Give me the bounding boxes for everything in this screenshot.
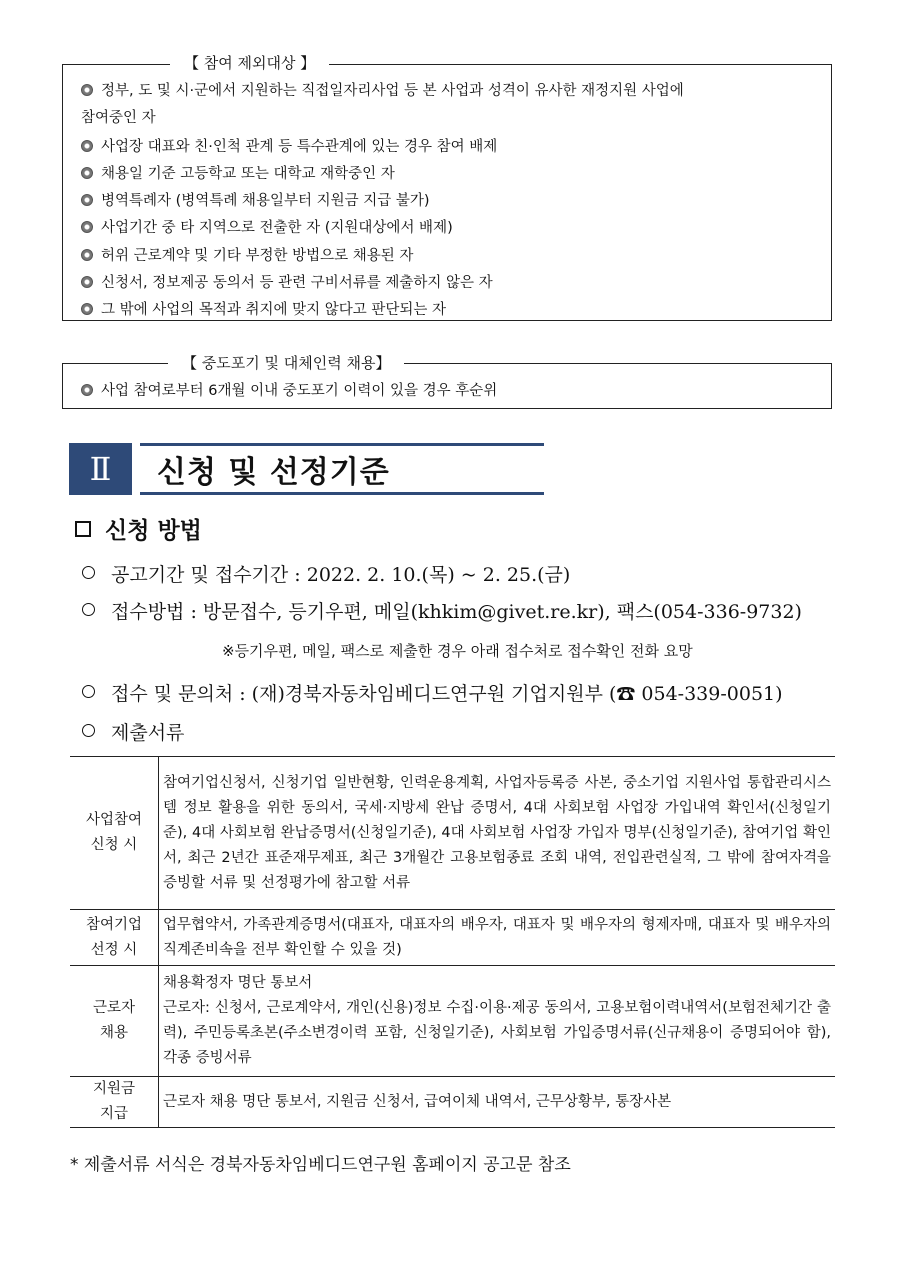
contact-line [82, 679, 783, 706]
exclusion-item [81, 273, 821, 293]
exclusion-item-text: 정부, 도 및 시·군에서 지원하는 직접일자리사업 등 본 사업과 성격이 유사한 재정지원 사업에 [101, 83, 684, 99]
table-row [70, 910, 835, 966]
exclusion-item-text: 허위 근로계약 및 기타 부정한 방법으로 채용된 자 [101, 248, 414, 264]
row-label: 근로자 채용 [70, 966, 159, 1077]
receipt-text: 접수방법 : 방문접수, 등기우편, 메일(khkim@givet.re.kr), 팩스(054-336-9732) [111, 601, 802, 623]
period-text: 공고기간 및 접수기간 : 2022. 2. 10.(목) ~ 2. 25.(금) [111, 564, 571, 586]
exclusion-item-text: 사업기간 중 타 지역으로 전출한 자 (지원대상에서 배제) [101, 220, 453, 236]
exclusion-item [81, 218, 821, 238]
dropout-item-text: 사업 참여로부터 6개월 이내 중도포기 이력이 있을 경우 후순위 [101, 383, 498, 399]
circle-bullet-icon [81, 194, 93, 206]
circle-bullet-icon [81, 167, 93, 179]
contact-text: 접수 및 문의처 : (재)경북자동차임베디드연구원 기업지원부 (☎ 054-339-0051) [111, 683, 783, 705]
exclusion-box [62, 64, 832, 321]
receipt-line [82, 597, 802, 624]
table-row [70, 1077, 835, 1128]
method-heading [75, 512, 202, 545]
dropout-item [81, 381, 821, 401]
circle-bullet-icon [81, 249, 93, 261]
exclusion-item [81, 300, 821, 320]
circle-bullet-icon [82, 685, 95, 698]
row-label: 참여기업 선정 시 [70, 910, 159, 966]
section-number: Ⅱ [69, 443, 132, 495]
dropout-box-title: 【 중도포기 및 대체인력 채용】 [168, 352, 404, 373]
section-rule-bottom [140, 492, 544, 495]
period-line [82, 560, 570, 587]
exclusion-item [81, 191, 821, 211]
exclusion-item-text: 사업장 대표와 친·인척 관계 등 특수관계에 있는 경우 참여 배제 [101, 139, 498, 155]
circle-bullet-icon [81, 384, 93, 396]
exclusion-item-text: 신청서, 정보제공 동의서 등 관련 구비서류를 제출하지 않은 자 [101, 275, 493, 291]
table-row [70, 757, 835, 910]
exclusion-item [81, 246, 821, 266]
circle-bullet-icon [81, 140, 93, 152]
row-text: 업무협약서, 가족관계증명서(대표자, 대표자의 배우자, 대표자 및 배우자의 형제자매, 대표자 및 배우자의 직계존비속을 전부 확인할 수 있을 것) [159, 910, 836, 966]
table-row [70, 966, 835, 1077]
circle-bullet-icon [82, 603, 95, 616]
docs-heading-line [82, 718, 184, 745]
row-text: 근로자 채용 명단 통보서, 지원금 신청서, 급여이체 내역서, 근무상황부, 통장사본 [159, 1077, 836, 1128]
exclusion-item-continuation: 참여중인 자 [81, 110, 156, 126]
row-label: 지원금 지급 [70, 1077, 159, 1128]
docs-heading-text: 제출서류 [111, 722, 185, 744]
exclusion-item-text: 그 밖에 사업의 목적과 취지에 맞지 않다고 판단되는 자 [101, 302, 447, 318]
circle-bullet-icon [82, 566, 95, 579]
exclusion-item [81, 137, 821, 157]
square-bullet-icon [75, 521, 91, 537]
documents-table [70, 756, 835, 1128]
exclusion-item-text: 병역특례자 (병역특례 채용일부터 지원금 지급 불가) [101, 193, 430, 209]
row-text: 채용확정자 명단 통보서 근로자: 신청서, 근로계약서, 개인(신용)정보 수집·이용·제공 동의서, 고용보험이력내역서(보험전체기간 출력), 주민등록초본(주소변경이력 포함, 신청일기준), 사회보험 가입증명서류(신규채용이 증명되어야 함), 각종 증빙서류 [159, 966, 836, 1077]
circle-bullet-icon [81, 84, 93, 96]
section-title: 신청 및 선정기준 [157, 455, 390, 490]
section-rule-top [140, 443, 544, 446]
method-heading-text: 신청 방법 [105, 518, 202, 544]
exclusion-box-title: 【 참여 제외대상 】 [170, 52, 329, 73]
circle-bullet-icon [81, 303, 93, 315]
footnote: * 제출서류 서식은 경북자동차임베디드연구원 홈페이지 공고문 참조 [70, 1155, 571, 1175]
receipt-note: ※등기우편, 메일, 팩스로 제출한 경우 아래 접수처로 접수확인 전화 요망 [222, 642, 693, 660]
row-label: 사업참여 신청 시 [70, 757, 159, 910]
circle-bullet-icon [82, 724, 95, 737]
exclusion-item-text: 채용일 기준 고등학교 또는 대학교 재학중인 자 [101, 166, 395, 182]
exclusion-item [81, 81, 821, 101]
circle-bullet-icon [81, 276, 93, 288]
row-text: 참여기업신청서, 신청기업 일반현황, 인력운용계획, 사업자등록증 사본, 중소기업 지원사업 통합관리시스템 정보 활용을 위한 동의서, 국세·지방세 완납 증명서, 4대 사회보험 사업장 가입내역 확인서(신청일기준), 4대 사회보험 완납증명서(신청일기준), 4대 사회보험 사업장 가입자 명부(신청일기준), 참여기업 확인서, 최근 2년간 표준재무제표, 최근 3개월간 고용보험종료 조회 내역, 전입관련실적, 그 밖에 참여자격을 증빙할 서류 및 선정평가에 참고할 서류 [159, 757, 836, 910]
exclusion-item [81, 164, 821, 184]
circle-bullet-icon [81, 221, 93, 233]
